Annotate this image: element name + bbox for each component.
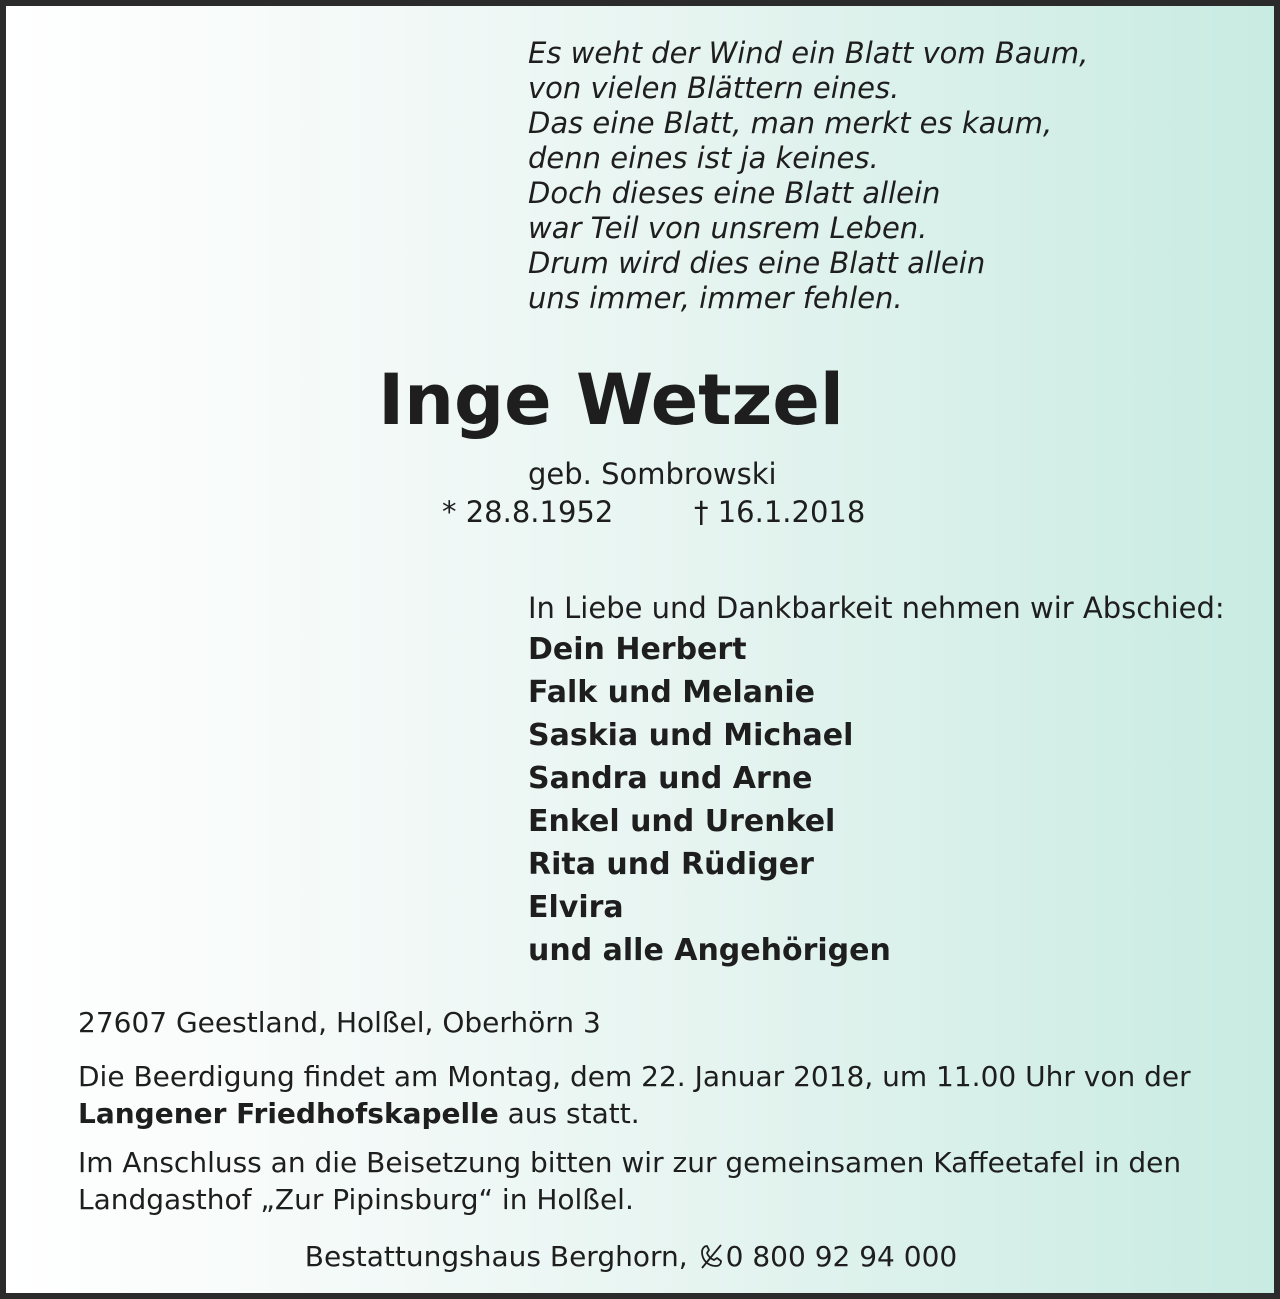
funeral-location: Langener Friedhofskapelle <box>78 1097 499 1130</box>
funeral-text-end: aus statt. <box>498 1097 640 1130</box>
birth-date: * 28.8.1952 <box>442 495 614 529</box>
funeral-info <box>78 1058 1228 1132</box>
address: 27607 Geestland, Holßel, Oberhörn 3 <box>78 1006 601 1039</box>
poem-line: Das eine Blatt, man merkt es kaum, <box>528 106 1053 140</box>
mourner: Dein Herbert <box>528 632 747 667</box>
funeral-text: Die Beerdigung findet am Montag, dem 22. Januar 2018, um 11.00 Uhr von der <box>78 1060 1191 1093</box>
poem-line: Doch dieses eine Blatt allein <box>528 176 941 210</box>
mourner: Sandra und Arne <box>528 761 813 796</box>
mourners-list <box>528 628 891 972</box>
phone-icon <box>698 1243 724 1269</box>
mourner: Rita und Rüdiger <box>528 847 814 882</box>
undertaker-phone: 0 800 92 94 000 <box>725 1240 958 1273</box>
mourner: Saskia und Michael <box>528 718 854 753</box>
mourner: Enkel und Urenkel <box>528 804 836 839</box>
poem-line: war Teil von unsrem Leben. <box>528 211 928 245</box>
farewell-text: In Liebe und Dankbarkeit nehmen wir Abschied: <box>528 591 1225 625</box>
reception-info: Im Anschluss an die Beisetzung bitten wir zur gemeinsamen Kaffeetafel in den Landgasthof „Zur Pipinsburg“ in Holßel. <box>78 1146 1182 1216</box>
birth-name: geb. Sombrowski <box>528 457 777 491</box>
mourner: Elvira <box>528 890 624 925</box>
deceased-name: Inge Wetzel <box>378 359 844 441</box>
poem <box>528 36 1088 316</box>
poem-line: denn eines ist ja keines. <box>528 141 879 175</box>
undertaker <box>6 1238 1280 1275</box>
undertaker-name: Bestattungshaus Berghorn, <box>304 1240 688 1273</box>
poem-line: Drum wird dies eine Blatt allein <box>528 246 986 280</box>
poem-line: uns immer, immer fehlen. <box>528 281 903 315</box>
poem-line: Es weht der Wind ein Blatt vom Baum, <box>528 36 1089 70</box>
death-date: † 16.1.2018 <box>694 495 866 529</box>
mourner: und alle Angehörigen <box>528 933 891 968</box>
poem-line: von vielen Blättern eines. <box>528 71 900 105</box>
mourner: Falk und Melanie <box>528 675 816 710</box>
